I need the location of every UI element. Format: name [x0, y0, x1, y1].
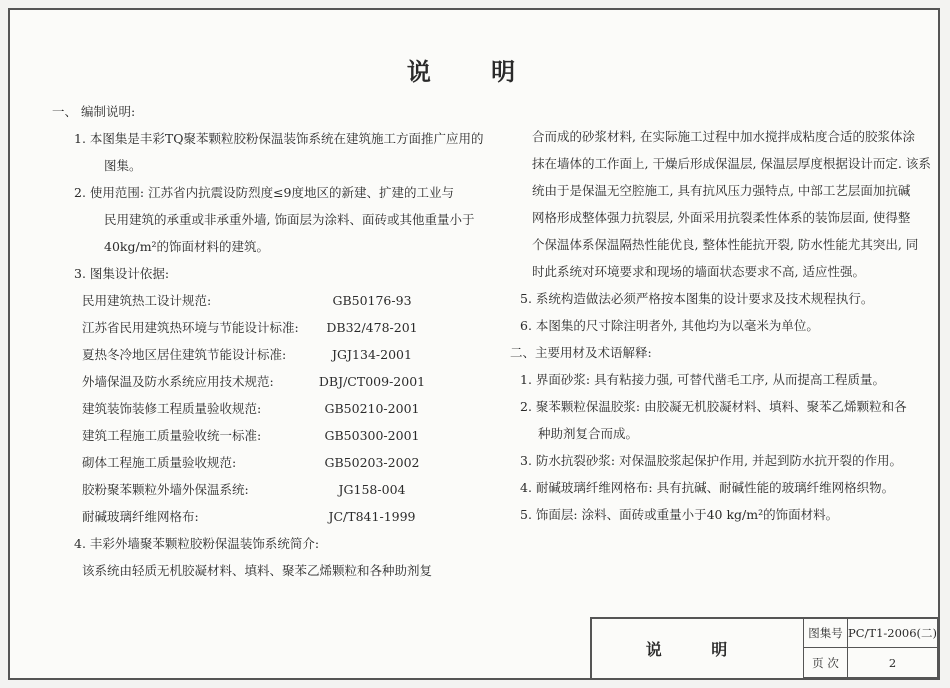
standard-row [52, 449, 492, 476]
standards-list [52, 287, 492, 530]
title-block [590, 617, 938, 678]
standard-row [52, 368, 492, 395]
standard-row [52, 287, 492, 314]
standard-row [52, 476, 492, 503]
title-block-main-title: 说 明 [592, 619, 804, 678]
drawing-sheet [8, 8, 940, 680]
standard-code: GB50176-93 [332, 293, 412, 308]
item1-line1: 1. 本图集是丰彩TQ聚苯颗粒胶粉保温装饰系统在建筑施工方面推广应用的 [74, 131, 484, 146]
standard-name: 夏热冬冷地区居住建筑节能设计标准: [82, 347, 287, 362]
item5: 5. 系统构造做法必须严格按本图集的设计要求及技术规程执行。 [520, 291, 874, 306]
item4-line1: 4. 丰彩外墙聚苯颗粒胶粉保温装饰系统简介: [74, 536, 320, 551]
standard-code: JC/T841-1999 [328, 509, 416, 524]
item2-line3: 40kg/m²的饰面材料的建筑。 [104, 239, 270, 254]
standard-name: 江苏省民用建筑热环境与节能设计标准: [82, 320, 299, 335]
standard-name: 民用建筑热工设计规范: [82, 293, 212, 308]
standard-name: 胶粉聚苯颗粒外墙外保温系统: [82, 482, 249, 497]
atlas-number-value: PC/T1-2006(二) [848, 619, 938, 648]
standard-row [52, 503, 492, 530]
para-line: 抹在墙体的工作面上, 干燥后形成保温层, 保温层厚度根据设计而定. 该系 [532, 156, 931, 171]
left-column [52, 98, 492, 584]
term-line: 4. 耐碱玻璃纤维网格布: 具有抗碱、耐碱性能的玻璃纤维网格织物。 [520, 480, 895, 495]
standard-row [52, 314, 492, 341]
standard-code: GB50203-2002 [324, 455, 420, 470]
standard-code: DBJ/CT009-2001 [318, 374, 426, 389]
standard-code: GB50300-2001 [324, 428, 420, 443]
term-line: 种助剂复合而成。 [538, 426, 639, 441]
section2-heading: 二、主要用材及术语解释: [510, 345, 652, 360]
item2-line1: 2. 使用范围: 江苏省内抗震设防烈度≤9度地区的新建、扩建的工业与 [74, 185, 455, 200]
item4-line2: 该系统由轻质无机胶凝材料、填料、聚苯乙烯颗粒和各种助剂复 [82, 563, 433, 578]
standard-name: 建筑装饰装修工程质量验收规范: [82, 401, 262, 416]
para-line: 网格形成整体强力抗裂层, 外面采用抗裂柔性体系的装饰层面, 使得整 [532, 210, 911, 225]
para-line: 统由于是保温无空腔施工, 具有抗风压力强特点, 中部工艺层面加抗碱 [532, 183, 911, 198]
term-line: 3. 防水抗裂砂浆: 对保温胶浆起保护作用, 并起到防水抗开裂的作用。 [520, 453, 903, 468]
section1-heading: 一、 编制说明: [52, 104, 136, 119]
item2-line2: 民用建筑的承重或非承重外墙, 饰面层为涂料、面砖或其他重量小于 [104, 212, 475, 227]
para-line: 个保温体系保温隔热性能优良, 整体性能抗开裂, 防水性能尤其突出, 同 [532, 237, 919, 252]
standard-name: 建筑工程施工质量验收统一标准: [82, 428, 262, 443]
standard-row [52, 395, 492, 422]
right-column [510, 123, 932, 528]
term-line: 1. 界面砂浆: 具有粘接力强, 可替代凿毛工序, 从而提高工程质量。 [520, 372, 885, 387]
standard-code: JGJ134-2001 [332, 347, 412, 362]
item1-line2: 图集。 [104, 158, 142, 173]
item6: 6. 本图集的尺寸除注明者外, 其他均为以毫米为单位。 [520, 318, 819, 333]
atlas-number-label: 图集号 [804, 619, 848, 648]
page-title: 说 明 [406, 57, 542, 86]
page-number-value: 2 [848, 648, 938, 678]
para-line: 合而成的砂浆材料, 在实际施工过程中加水搅拌成粘度合适的胶浆体涂 [532, 129, 915, 144]
term-line: 5. 饰面层: 涂料、面砖或重量小于40 kg/m²的饰面材料。 [520, 507, 839, 522]
standard-code: JG158-004 [338, 482, 406, 497]
item3-heading: 3. 图集设计依据: [74, 266, 170, 281]
standard-row [52, 422, 492, 449]
para-line: 时此系统对环境要求和现场的墙面状态要求不高, 适应性强。 [532, 264, 865, 279]
page-number-label: 页 次 [804, 648, 848, 678]
standard-name: 耐碱玻璃纤维网格布: [82, 509, 199, 524]
standard-row [52, 341, 492, 368]
standard-name: 外墙保温及防水系统应用技术规范: [82, 374, 274, 389]
standard-name: 砌体工程施工质量验收规范: [82, 455, 237, 470]
standard-code: GB50210-2001 [324, 401, 420, 416]
term-line: 2. 聚苯颗粒保温胶浆: 由胶凝无机胶凝材料、填料、聚苯乙烯颗粒和各 [520, 399, 907, 414]
standard-code: DB32/478-201 [326, 320, 418, 335]
